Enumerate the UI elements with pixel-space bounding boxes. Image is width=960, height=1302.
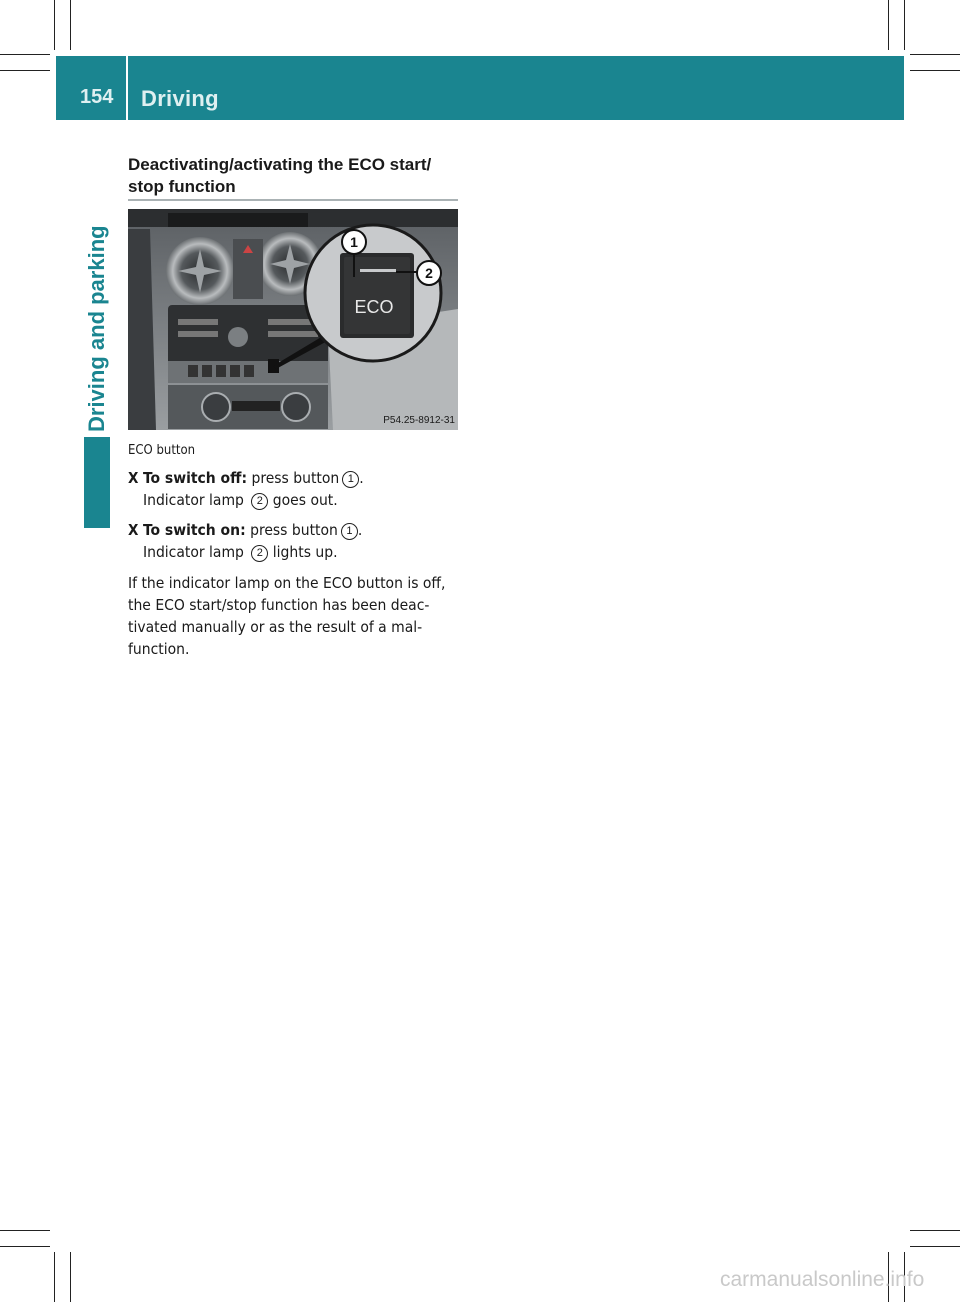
- step-action: [143, 467, 473, 489]
- crop-mark: [888, 0, 889, 50]
- crop-mark: [910, 70, 960, 71]
- step-marker: X: [128, 469, 139, 487]
- crop-mark: [0, 70, 50, 71]
- paragraph-line: If the indicator lamp on the ECO button is off,: [128, 574, 446, 592]
- heading-rule: [128, 199, 458, 201]
- page-number: 154: [80, 86, 114, 108]
- crop-mark: [910, 54, 960, 55]
- step-text: press button: [251, 469, 340, 487]
- side-tab-block: [84, 437, 110, 528]
- section-heading: Deactivating/activating the ECO start/ stop function: [128, 155, 432, 196]
- crop-mark: [0, 54, 50, 55]
- callout-reference: 2: [251, 545, 268, 562]
- result-text: Indicator lamp: [143, 543, 244, 561]
- step-text-end: .: [359, 469, 364, 487]
- callout-reference: 1: [342, 471, 359, 488]
- body-paragraph: [128, 572, 468, 660]
- step-text-end: .: [357, 521, 363, 539]
- figure-reference-code: P54.25-8912-31: [383, 415, 455, 426]
- paragraph-line: tivated manually or as the result of a mal-: [128, 618, 423, 636]
- eco-button-illustration: [128, 209, 458, 430]
- callout-reference: 1: [341, 523, 358, 540]
- crop-mark: [904, 0, 905, 50]
- crop-mark: [54, 0, 55, 50]
- crop-mark: [54, 1252, 55, 1302]
- crop-mark: [910, 1230, 960, 1231]
- callout-reference: 2: [251, 493, 268, 510]
- figure-caption: ECO button: [128, 443, 196, 458]
- crop-mark: [0, 1246, 50, 1247]
- crop-mark: [0, 1230, 50, 1231]
- step-text: press button: [250, 521, 338, 539]
- paragraph-line: function.: [128, 640, 190, 658]
- step-lead: To switch off:: [143, 469, 248, 487]
- watermark: carmanualsonline.info: [720, 1268, 925, 1291]
- callout-2-label: 2: [425, 265, 433, 281]
- result-text: Indicator lamp: [143, 491, 244, 509]
- paragraph-line: the ECO start/stop function has been deac-: [128, 596, 430, 614]
- step-result: [143, 541, 473, 563]
- step-marker: X: [128, 521, 139, 539]
- callout-1-label: 1: [350, 234, 358, 250]
- eco-button-label: ECO: [354, 297, 394, 317]
- step-lead: To switch on:: [143, 521, 246, 539]
- crop-mark: [70, 0, 71, 50]
- side-tab-label: Driving and parking: [84, 225, 109, 432]
- crop-mark: [910, 1246, 960, 1247]
- result-text-end: lights up.: [272, 543, 338, 561]
- crop-mark: [70, 1252, 71, 1302]
- result-text-end: goes out.: [272, 491, 338, 509]
- header-divider: [126, 56, 128, 120]
- step-result: [143, 489, 473, 511]
- side-tab: [84, 120, 110, 432]
- chapter-title: Driving: [141, 86, 219, 111]
- step-action: [143, 519, 473, 541]
